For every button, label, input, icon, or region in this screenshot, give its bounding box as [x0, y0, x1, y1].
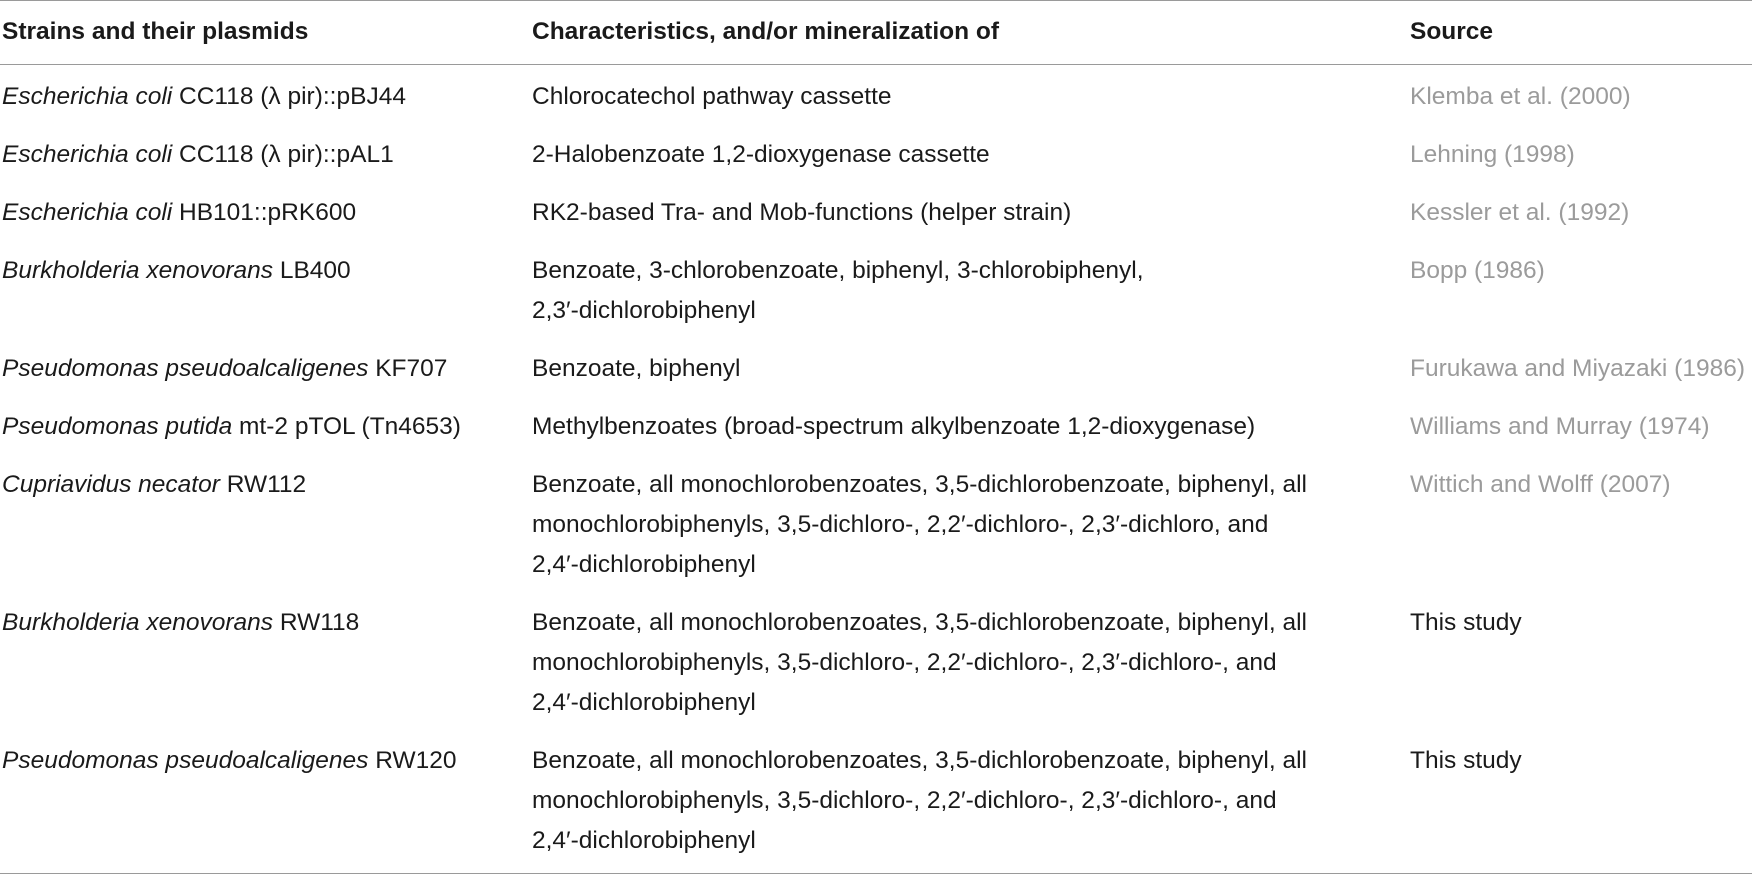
table-row [0, 126, 1752, 184]
strain-designation: CC118 (λ pir)::pBJ44 [172, 83, 406, 110]
strain-designation: CC118 (λ pir)::pAL1 [172, 141, 394, 168]
source-text: This study [1410, 609, 1522, 636]
source-cell [1408, 65, 1752, 127]
source-cell [1408, 340, 1752, 398]
source-reference-link[interactable]: Wittich and Wolff (2007) [1410, 471, 1671, 498]
strain-cell [0, 65, 530, 127]
strain-cell [0, 398, 530, 456]
source-cell [1408, 184, 1752, 242]
characteristics-line: Benzoate, biphenyl [532, 355, 741, 382]
characteristics-line: Benzoate, all monochlorobenzoates, 3,5-dichlorobenzoate, biphenyl, all [532, 609, 1307, 636]
strain-species-name: Escherichia coli [2, 199, 173, 226]
characteristics-line: monochlorobiphenyls, 3,5-dichloro-, 2,2′-dichloro-, 2,3′-dichloro-, and [532, 649, 1277, 676]
source-cell [1408, 732, 1752, 874]
header-characteristics: Characteristics, and/or mineralization of [530, 1, 1408, 65]
strain-species-name: Pseudomonas pseudoalcaligenes [2, 355, 369, 382]
characteristics-cell [530, 398, 1408, 456]
strain-species-name: Cupriavidus necator [2, 471, 220, 498]
characteristics-cell [530, 126, 1408, 184]
characteristics-line: 2,4′-dichlorobiphenyl [532, 827, 756, 854]
strain-species-name: Escherichia coli [2, 83, 173, 110]
strain-designation: mt-2 pTOL (Tn4653) [232, 413, 461, 440]
characteristics-cell [530, 184, 1408, 242]
strain-designation: RW120 [368, 747, 457, 774]
characteristics-cell [530, 594, 1408, 732]
table-header [0, 1, 1752, 65]
characteristics-line: 2,4′-dichlorobiphenyl [532, 551, 756, 578]
strain-species-name: Escherichia coli [2, 141, 173, 168]
characteristics-line: 2-Halobenzoate 1,2-dioxygenase cassette [532, 141, 990, 168]
strain-designation: RW112 [219, 471, 307, 498]
table-row [0, 340, 1752, 398]
characteristics-cell [530, 732, 1408, 874]
strain-cell [0, 732, 530, 874]
table-row [0, 456, 1752, 594]
strain-cell [0, 456, 530, 594]
source-text: This study [1410, 747, 1522, 774]
strain-designation: KF707 [368, 355, 448, 382]
strain-cell [0, 594, 530, 732]
source-cell [1408, 242, 1752, 340]
characteristics-line: Benzoate, all monochlorobenzoates, 3,5-dichlorobenzoate, biphenyl, all [532, 471, 1307, 498]
strain-designation: LB400 [273, 257, 351, 284]
strain-cell [0, 184, 530, 242]
characteristics-cell [530, 456, 1408, 594]
strain-designation: HB101::pRK600 [172, 199, 357, 226]
characteristics-cell [530, 65, 1408, 127]
source-reference-link[interactable]: Kessler et al. (1992) [1410, 199, 1630, 226]
strain-designation: RW118 [273, 609, 360, 636]
table-row [0, 398, 1752, 456]
source-cell [1408, 594, 1752, 732]
header-source: Source [1408, 1, 1752, 65]
table-row [0, 242, 1752, 340]
strain-species-name: Pseudomonas pseudoalcaligenes [2, 747, 369, 774]
source-cell [1408, 126, 1752, 184]
characteristics-line: 2,4′-dichlorobiphenyl [532, 689, 756, 716]
characteristics-line: Benzoate, 3-chlorobenzoate, biphenyl, 3-chlorobiphenyl, [532, 257, 1144, 284]
characteristics-line: Chlorocatechol pathway cassette [532, 83, 892, 110]
table-row [0, 65, 1752, 127]
characteristics-line: Benzoate, all monochlorobenzoates, 3,5-dichlorobenzoate, biphenyl, all [532, 747, 1307, 774]
source-cell [1408, 398, 1752, 456]
header-strains: Strains and their plasmids [0, 1, 530, 65]
characteristics-line: monochlorobiphenyls, 3,5-dichloro-, 2,2′-dichloro-, 2,3′-dichloro, and [532, 511, 1269, 538]
source-reference-link[interactable]: Furukawa and Miyazaki (1986) [1410, 355, 1745, 382]
characteristics-cell [530, 340, 1408, 398]
strain-cell [0, 340, 530, 398]
table-body [0, 65, 1752, 874]
header-row [0, 1, 1752, 65]
characteristics-line: Methylbenzoates (broad-spectrum alkylbenzoate 1,2-dioxygenase) [532, 413, 1256, 440]
characteristics-line: RK2-based Tra- and Mob-functions (helper strain) [532, 199, 1072, 226]
table-row [0, 732, 1752, 874]
source-reference-link[interactable]: Klemba et al. (2000) [1410, 83, 1631, 110]
source-reference-link[interactable]: Lehning (1998) [1410, 141, 1575, 168]
strain-cell [0, 126, 530, 184]
source-reference-link[interactable]: Bopp (1986) [1410, 257, 1545, 284]
table-row [0, 594, 1752, 732]
strain-species-name: Pseudomonas putida [2, 413, 233, 440]
source-reference-link[interactable]: Williams and Murray (1974) [1410, 413, 1710, 440]
source-cell [1408, 456, 1752, 594]
table-row [0, 184, 1752, 242]
characteristics-line: monochlorobiphenyls, 3,5-dichloro-, 2,2′-dichloro-, 2,3′-dichloro-, and [532, 787, 1277, 814]
characteristics-line: 2,3′-dichlorobiphenyl [532, 297, 756, 324]
strain-species-name: Burkholderia xenovorans [2, 609, 274, 636]
strain-cell [0, 242, 530, 340]
characteristics-cell [530, 242, 1408, 340]
strain-species-name: Burkholderia xenovorans [2, 257, 274, 284]
